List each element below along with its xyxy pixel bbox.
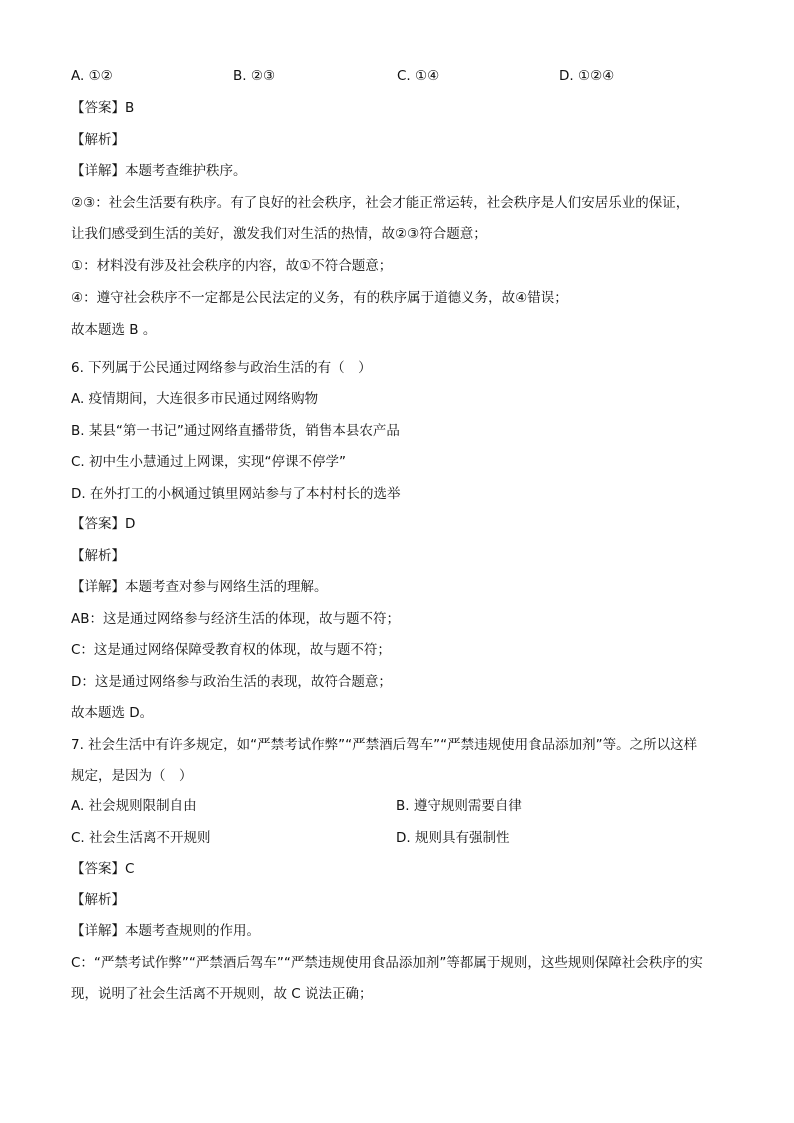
q5-explanation-2: ①：材料没有涉及社会秩序的内容，故①不符合题意； bbox=[71, 258, 393, 274]
q7-options-row-2 bbox=[71, 828, 721, 848]
q6-option-c: C. 初中生小慧通过上网课，实现“停课不停学” bbox=[71, 454, 346, 470]
q5-explanation-1b: 让我们感受到生活的美好，激发我们对生活的热情，故②③符合题意； bbox=[71, 226, 487, 242]
q5-option-d: D. ①②④ bbox=[559, 68, 615, 84]
q7-option-c: C. 社会生活离不开规则 bbox=[71, 830, 211, 846]
q6-explanation-d: D：这是通过网络参与政治生活的表现，故符合题意； bbox=[71, 674, 392, 690]
q7-option-b: B. 遵守规则需要自律 bbox=[396, 798, 522, 814]
q5-option-a: A. ①② bbox=[71, 68, 113, 84]
q6-option-a: A. 疫情期间，大连很多市民通过网络购物 bbox=[71, 391, 319, 407]
q6-analysis-label: 【解析】 bbox=[71, 548, 125, 564]
q5-explanation-3: ④：遵守社会秩序不一定都是公民法定的义务，有的秩序属于道德义务，故④错误； bbox=[71, 290, 568, 306]
q6-detail: 【详解】本题考查对参与网络生活的理解。 bbox=[71, 579, 328, 595]
q5-option-b: B. ②③ bbox=[233, 68, 276, 84]
q7-analysis-label: 【解析】 bbox=[71, 892, 125, 908]
q7-answer: 【答案】C bbox=[71, 861, 135, 877]
q7-stem-1: 7. 社会生活中有许多规定，如“严禁考试作弊”“严禁酒后驾车”“严禁违规使用食品添加剂”等。之所以这样 bbox=[71, 737, 698, 753]
q5-conclusion: 故本题选 B 。 bbox=[71, 322, 157, 338]
q7-option-d: D. 规则具有强制性 bbox=[396, 830, 510, 846]
q6-explanation-ab: AB：这是通过网络参与经济生活的体现，故与题不符； bbox=[71, 611, 400, 627]
q7-option-a: A. 社会规则限制自由 bbox=[71, 798, 197, 814]
q6-conclusion: 故本题选 D。 bbox=[71, 705, 154, 721]
q6-stem: 6. 下列属于公民通过网络参与政治生活的有（ ） bbox=[71, 360, 372, 376]
q6-explanation-c: C：这是通过网络保障受教育权的体现，故与题不符； bbox=[71, 642, 391, 658]
q7-options-row-1 bbox=[71, 796, 721, 816]
q7-stem-2: 规定，是因为（ ） bbox=[71, 768, 193, 784]
q6-answer: 【答案】D bbox=[71, 516, 136, 532]
q7-detail: 【详解】本题考查规则的作用。 bbox=[71, 923, 260, 939]
q5-options-row bbox=[71, 66, 721, 86]
q5-answer: 【答案】B bbox=[71, 100, 135, 116]
q5-option-c: C. ①④ bbox=[397, 68, 440, 84]
q5-detail: 【详解】本题考查维护秩序。 bbox=[71, 163, 247, 179]
q5-analysis-label: 【解析】 bbox=[71, 132, 125, 148]
q7-explanation-c-1: C：“严禁考试作弊”“严禁酒后驾车”“严禁违规使用食品添加剂”等都属于规则，这些规则保障社会秩序的实 bbox=[71, 955, 703, 971]
q6-option-b: B. 某县“第一书记”通过网络直播带货，销售本县农产品 bbox=[71, 423, 400, 439]
q7-explanation-c-2: 现，说明了社会生活离不开规则，故 C 说法正确； bbox=[71, 986, 373, 1002]
q5-explanation-1a: ②③：社会生活要有秩序。有了良好的社会秩序，社会才能正常运转，社会秩序是人们安居乐业的保证， bbox=[71, 195, 690, 211]
q6-option-d: D. 在外打工的小枫通过镇里网站参与了本村村长的选举 bbox=[71, 486, 401, 502]
